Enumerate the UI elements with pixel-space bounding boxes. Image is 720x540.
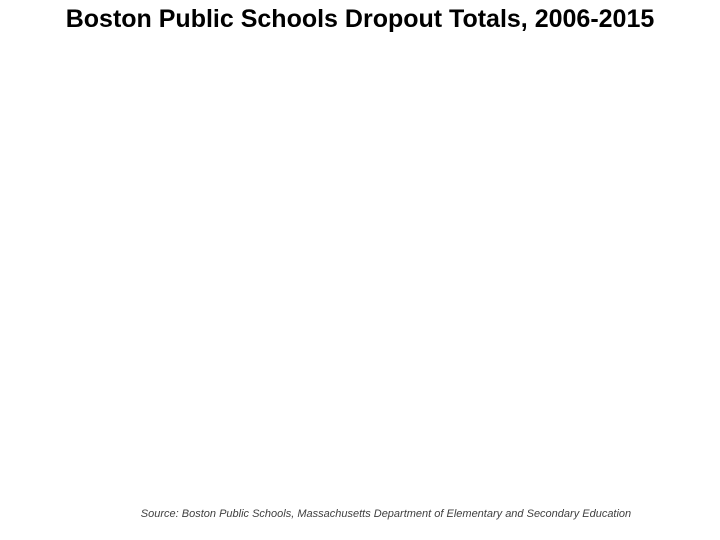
source-note: Source: Boston Public Schools, Massachusetts Department of Elementary and Secondary Education — [140, 508, 632, 520]
chart-area — [40, 50, 680, 490]
slide-title: Boston Public Schools Dropout Totals, 2006-2015 — [65, 5, 655, 33]
